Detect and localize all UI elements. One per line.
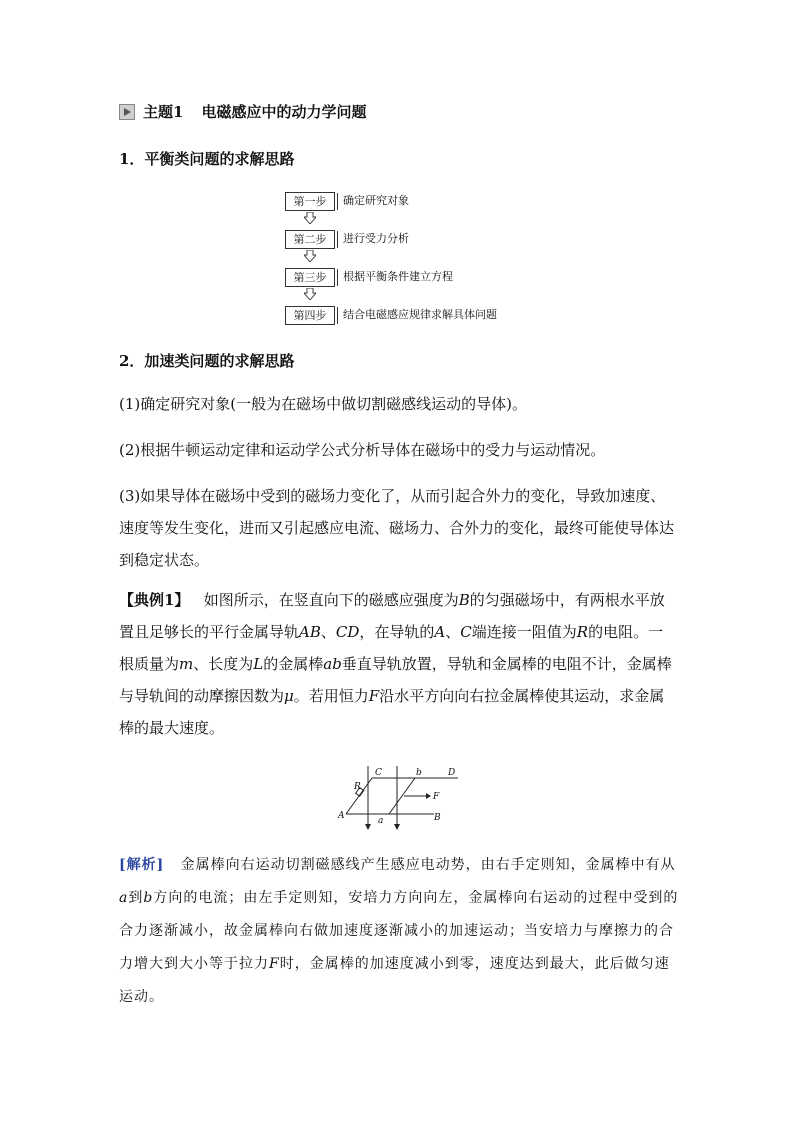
flow-desc-4: 结合电磁感应规律求解具体问题 bbox=[343, 308, 497, 321]
flow-step-3: 第三步 bbox=[285, 268, 335, 287]
rail-diagram bbox=[330, 760, 465, 830]
topic-heading bbox=[119, 101, 366, 122]
topic-label: 主题1 bbox=[143, 103, 184, 121]
label-B: B bbox=[434, 813, 441, 823]
label-a: a bbox=[378, 816, 384, 826]
label-b: b bbox=[416, 768, 422, 778]
label-R: R bbox=[354, 782, 361, 792]
flow-step-2: 第二步 bbox=[285, 230, 335, 249]
section1-title: 1．平衡类问题的求解思路 bbox=[119, 150, 295, 168]
analysis-tag: [解析] bbox=[119, 857, 165, 873]
label-F: F bbox=[433, 792, 440, 802]
flow-desc-2: 进行受力分析 bbox=[343, 232, 409, 245]
flow-step-1: 第一步 bbox=[285, 192, 335, 211]
down-arrow-icon bbox=[304, 288, 316, 300]
label-C: C bbox=[375, 768, 382, 778]
play-triangle-icon bbox=[119, 104, 135, 120]
down-arrow-icon bbox=[304, 250, 316, 262]
analysis: [解析] 金属棒向右运动切割磁感线产生感应电动势，由右手定则知，金属棒中有从a到b方向的电流；由左手定则知，安培力方向向左，金属棒向右运动的过程中受到的合力逐渐减小，故金属棒向右做加速度逐渐减小的加速运动；当安培力与摩擦力的合力增大到大小等于拉力F时，金属棒的加速度减小到零，速度达到最大，此后做匀速运动。 bbox=[119, 857, 679, 1005]
example-tag: 【典例1】 bbox=[119, 591, 190, 609]
label-D: D bbox=[448, 768, 456, 778]
label-A: A bbox=[338, 811, 345, 821]
topic-title: 电磁感应中的动力学问题 bbox=[201, 103, 367, 121]
point-1: (1)确定研究对象(一般为在磁场中做切割磁感线运动的导体)。 bbox=[119, 395, 527, 413]
point-2: (2)根据牛顿运动定律和运动学公式分析导体在磁场中的受力与运动情况。 bbox=[119, 441, 606, 459]
flow-step-4: 第四步 bbox=[285, 306, 335, 325]
example-problem: 【典例1】 如图所示，在竖直向下的磁感应强度为B的匀强磁场中，有两根水平放置且足够长的平行金属导轨AB、CD，在导轨的A、C端连接一阻值为R的电阻。一根质量为m、长度为L的金属棒ab垂直导轨放置，导轨和金属棒的电阻不计，金属棒与导轨间的动摩擦因数为μ。若用恒力F沿水平方向向右拉金属棒使其运动，求金属棒的最大速度。 bbox=[119, 591, 672, 737]
flow-desc-3: 根据平衡条件建立方程 bbox=[343, 270, 453, 283]
flow-desc-1: 确定研究对象 bbox=[343, 194, 409, 207]
point-3: (3)如果导体在磁场中受到的磁场力变化了，从而引起合外力的变化，导致加速度、速度等发生变化，进而又引起感应电流、磁场力、合外力的变化，最终可能使导体达到稳定状态。 bbox=[119, 487, 675, 569]
down-arrow-icon bbox=[304, 212, 316, 224]
flow-chart bbox=[285, 190, 545, 330]
section2-title: 2．加速类问题的求解思路 bbox=[119, 352, 295, 370]
